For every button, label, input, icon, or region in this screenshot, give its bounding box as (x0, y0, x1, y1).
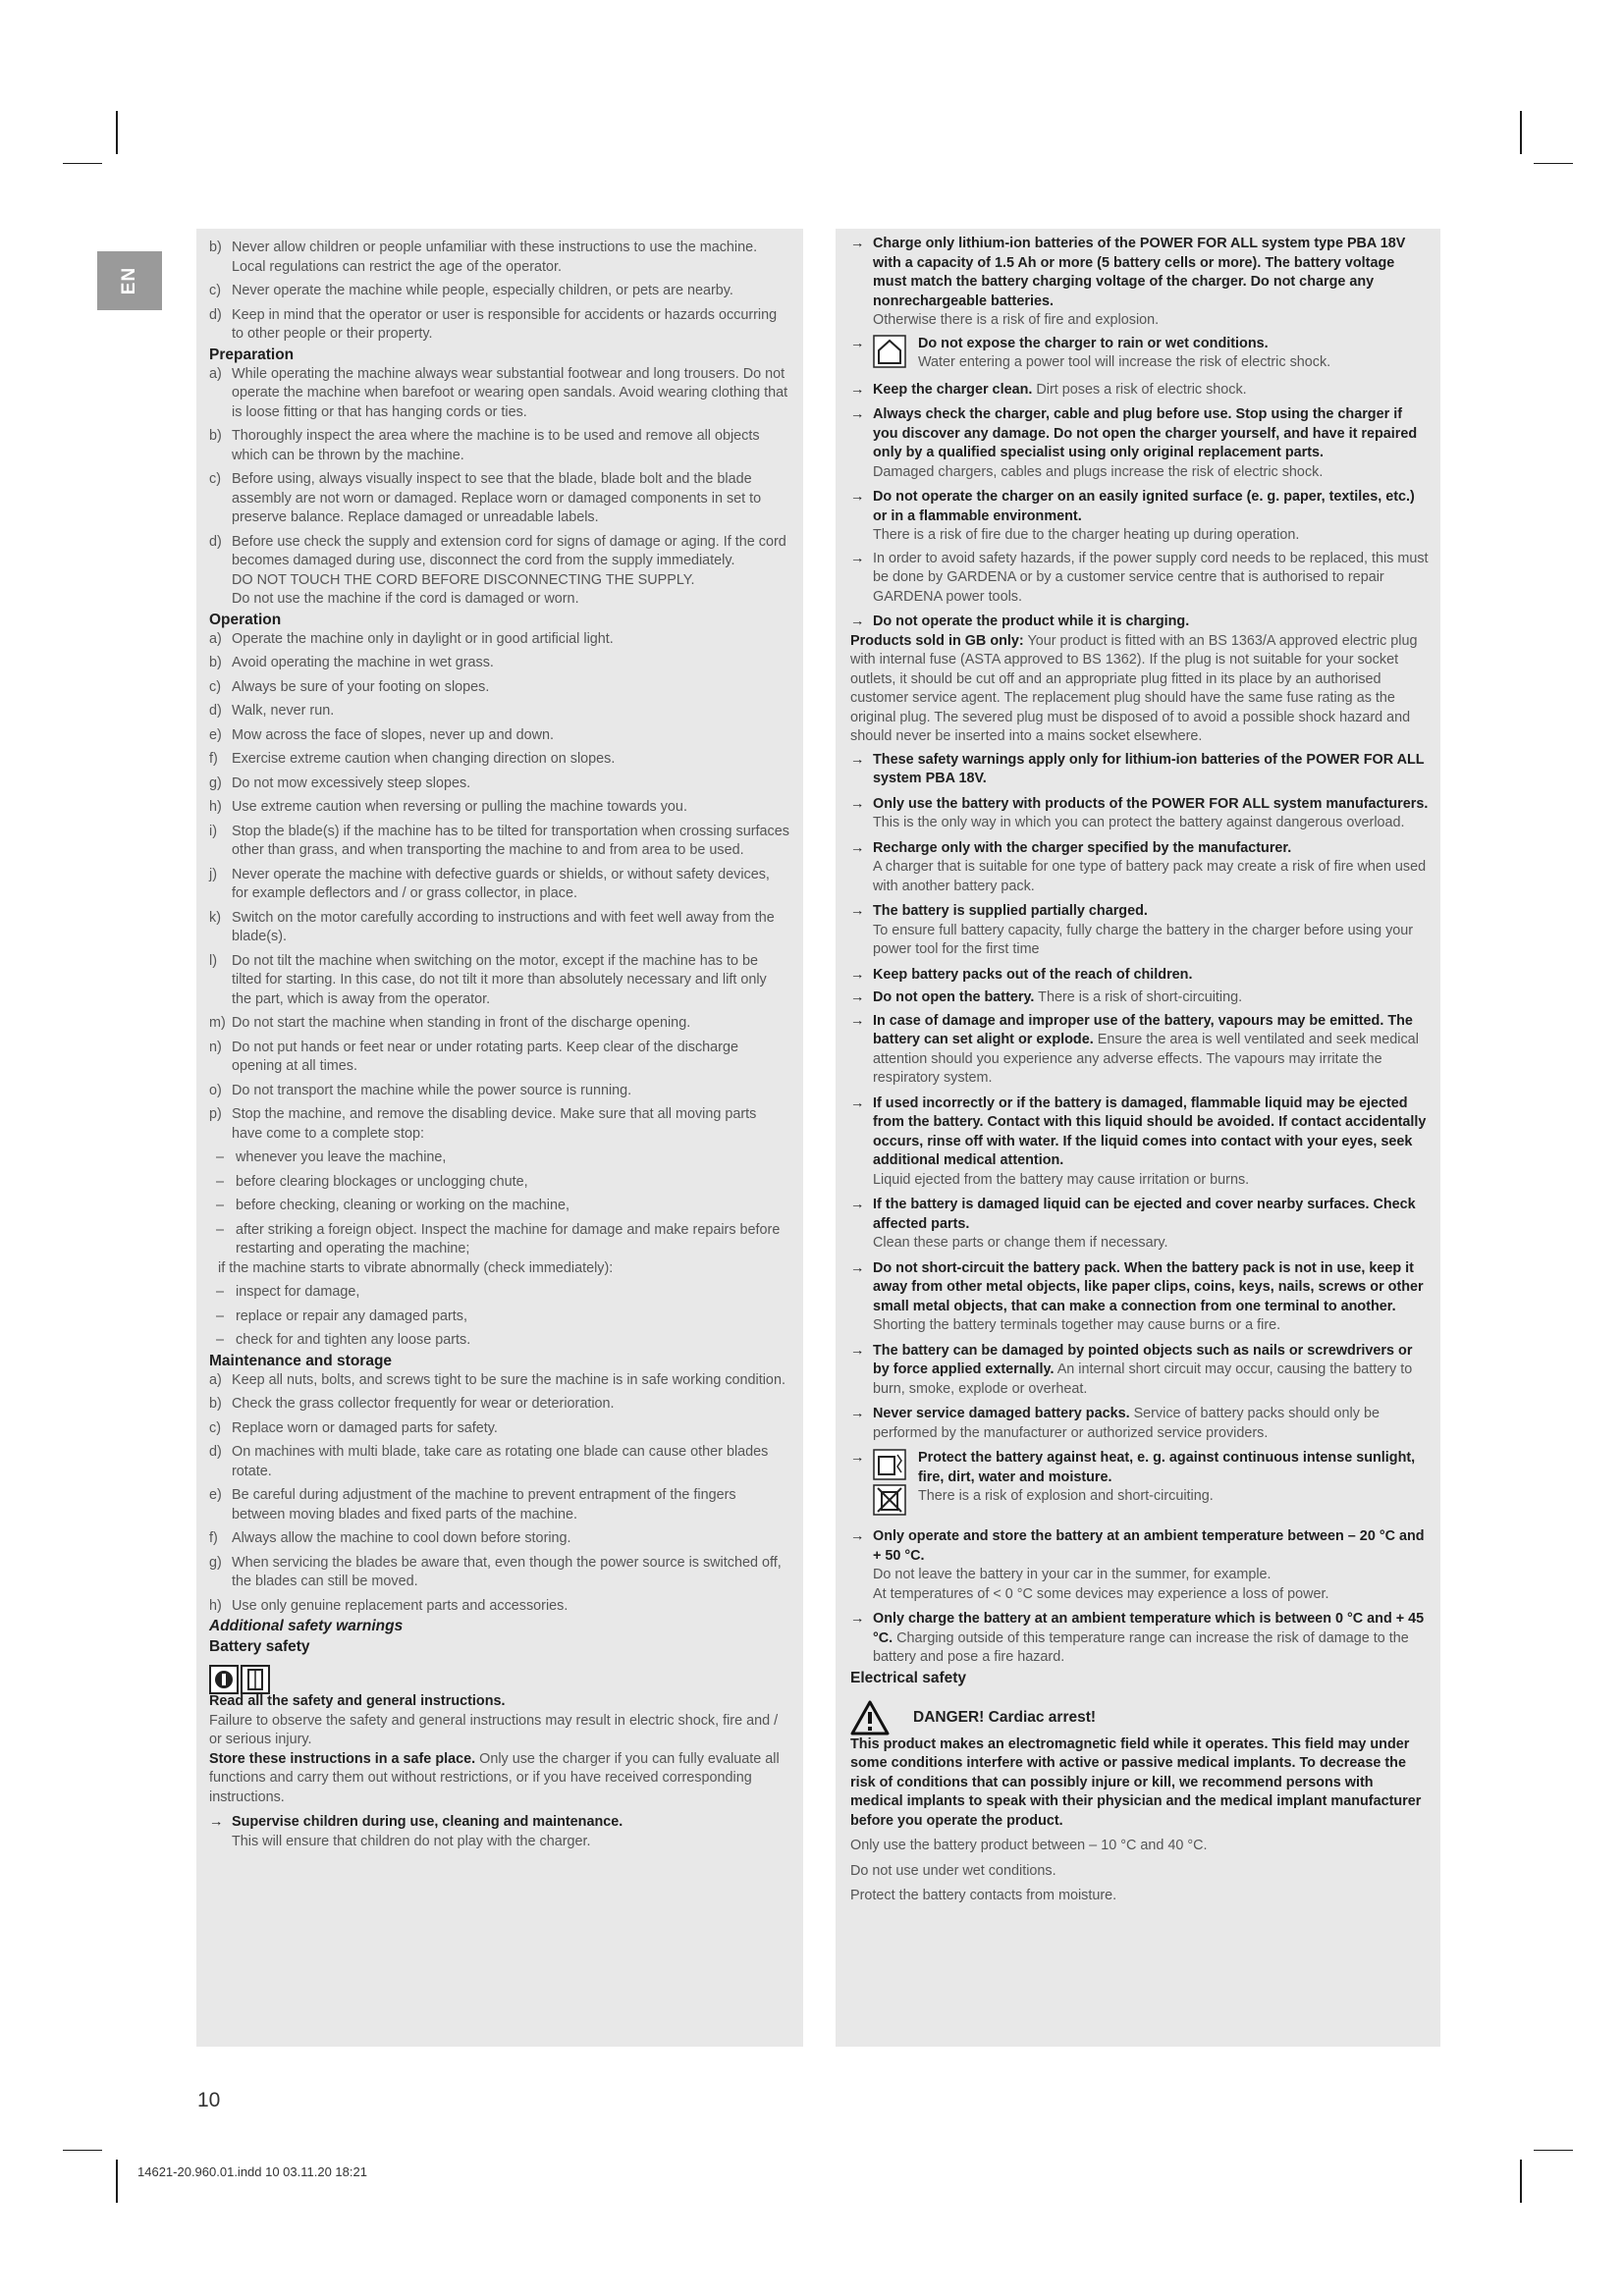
warning-open: → Do not open the battery. There is a risk of short-circuiting. (850, 988, 1429, 1008)
dash-item: – whenever you leave the machine, (216, 1149, 447, 1165)
protect-icons (873, 1449, 906, 1516)
list-item: c) Before using, always visually inspect to see that the blade, blade bolt and the blade assembly are not worn or damaged. Replace worn or damaged components in set to preserve balance. Replace damaged or unreadable labels. (209, 471, 762, 525)
electrical-note: Protect the battery contacts from moisture. (850, 1888, 1117, 1903)
arrow-icon: → (850, 751, 865, 768)
crop-mark (1520, 2160, 1522, 2203)
warning-children: → Keep battery packs out of the reach of children. (850, 966, 1429, 986)
arrow-icon: → (850, 1342, 865, 1359)
print-footer: 14621-20.960.01.indd 10 03.11.20 18:21 (137, 2164, 367, 2179)
list-item: d) Keep in mind that the operator or user is responsible for accidents or hazards occurring to other people or their property. (209, 306, 778, 342)
arrow-icon: → (850, 795, 865, 812)
read-manual-icons (209, 1665, 789, 1692)
crop-mark (63, 2150, 102, 2151)
list-item: a) While operating the machine always wear substantial footwear and long trousers. Do not operate the machine when barefoot or wearing open sandals. Avoid wearing clothing that is loose fitting or that has hanging cords or ties. (209, 365, 788, 420)
electrical-note: Do not use under wet conditions. (850, 1862, 1056, 1879)
dash-item: – check for and tighten any loose parts. (216, 1332, 471, 1348)
section-title-battery: Battery safety (209, 1638, 310, 1655)
arrow-icon: → (850, 1611, 865, 1627)
list-item: f) Exercise extreme caution when changing direction on slopes. (209, 751, 616, 767)
left-column (196, 229, 803, 2047)
section-title-operation: Operation (209, 611, 282, 628)
list-item: n) Do not put hands or feet near or under rotating parts. Keep clear of the discharge opening at all times. (209, 1039, 738, 1074)
list-item: m) Do not start the machine when standing in front of the discharge opening. (209, 1015, 691, 1031)
arrow-icon: → (850, 550, 865, 566)
list-item: b) Check the grass collector frequently for wear or deterioration. (209, 1396, 615, 1412)
warning-ambient-store: → Only operate and store the battery at an ambient temperature between – 20 °C and + 50 °C. Do not leave the battery in your car in the summer, for example. At temperatures of < 0 °C some devices may experience a loss of power. (850, 1527, 1429, 1604)
arrow-icon: → (850, 236, 865, 251)
read-all-text: Failure to observe the safety and general instructions may result in electric shock, fire and / or serious injury. (209, 1712, 779, 1747)
indoor-use-icon (873, 335, 906, 368)
list-item: a) Operate the machine only in daylight or in good artificial light. (209, 630, 614, 647)
manual-book-icon (209, 1665, 239, 1694)
vibrate-dash-list (209, 1283, 789, 1351)
arrow-icon: → (850, 614, 865, 629)
list-item: h) Use only genuine replacement parts and accessories. (209, 1597, 568, 1614)
electrical-note: Only use the battery product between – 10 °C and 40 °C. (850, 1838, 1208, 1853)
crop-mark (116, 111, 118, 154)
arrow-icon: → (209, 1814, 224, 1830)
warning-clean: → Keep the charger clean. Dirt poses a risk of electric shock. (850, 381, 1429, 400)
arrow-icon: → (850, 903, 865, 919)
arrow-icon: → (850, 1406, 865, 1421)
arrow-icon: → (850, 1095, 865, 1111)
dash-item: – before checking, cleaning or working on the machine, (216, 1198, 569, 1213)
cord-note: Do not use the machine if the cord is damaged or worn. (232, 591, 579, 607)
preparation-list (209, 365, 789, 571)
list-item: b) Avoid operating the machine in wet grass. (209, 655, 494, 670)
arrow-icon: → (850, 1012, 865, 1029)
maintenance-list (209, 1371, 789, 1617)
list-item: g) Do not mow excessively steep slopes. (209, 774, 471, 791)
dash-item: – replace or repair any damaged parts, (216, 1308, 467, 1324)
crop-mark (63, 163, 102, 164)
crop-mark (1534, 163, 1573, 164)
warning-surface: → Do not operate the charger on an easily ignited surface (e. g. paper, textiles, etc.) or in a flammable environment. There is a risk of fire due to the charger heating up during operation. (850, 488, 1429, 546)
electrical-notes (850, 1837, 1429, 1906)
warning-liquid: → If used incorrectly or if the battery is damaged, flammable liquid may be ejected from the battery. Contact with this liquid should be avoided. If contact accidentally occurs, rinse off with water. If the liquid comes into contact with your eyes, seek additional medical attention. Liquid ejected from the battery may cause irritation or burns. (850, 1095, 1429, 1191)
warning-supply-cord: → In order to avoid safety hazards, if the power supply cord needs to be replaced, this must be done by GARDENA or by a customer service centre that is authorised to repair GARDENA power tools. (850, 550, 1429, 608)
store-instructions: Store these instructions in a safe place. Only use the charger if you can fully evaluate all functions and carry them out without restrictions, or if you have received corresponding instructions. (209, 1750, 780, 1805)
warning-ejected: → If the battery is damaged liquid can be ejected and cover nearby surfaces. Check affected parts. Clean these parts or change them if necessary. (850, 1196, 1429, 1254)
warning-service: → Never service damaged battery packs. Service of battery packs should only be performed by the manufacturer or authorized service providers. (850, 1405, 1429, 1443)
list-item: p) Stop the machine, and remove the disabling device. Make sure that all moving parts have come to a complete stop: (209, 1106, 757, 1142)
gb-products: Products sold in GB only: Your product is fitted with an BS 1363/A approved electric plug with internal fuse (ASTA approved to BS 1362). If the plug is not suitable for your socket outlets, it should be cut off and an appropriate plug fitted in its place by an authorised customer service agent. The replacement plug should have the same fuse rating as the original plug. The severed plug must be disposed of to avoid a possible shock hazard and should never be inserted into a mains socket elsewhere. (850, 632, 1418, 744)
warning-check: → Always check the charger, cable and plug before use. Stop using the charger if you discover any damage. Do not open the charger yourself, and have it repaired only by a qualified specialist using only original replacement parts. Damaged chargers, cables and plugs increase the risk of electric shock. (850, 405, 1429, 482)
caps-warning: DO NOT TOUCH THE CORD BEFORE DISCONNECTING THE SUPPLY. (232, 571, 695, 588)
warning-partial: → The battery is supplied partially charged. To ensure full battery capacity, fully charge the battery in the charger before using your power tool for the first time (850, 902, 1429, 960)
list-item: c) Never operate the machine while people, especially children, or pets are nearby. (209, 283, 733, 298)
list-item: i) Stop the blade(s) if the machine has to be tilted for transportation when crossing surfaces other than grass, and when transporting the machine to and from area to be used. (209, 823, 789, 858)
crop-mark (1534, 2150, 1573, 2151)
arrow-icon: → (850, 489, 865, 505)
section-title-additional: Additional safety warnings (209, 1618, 404, 1634)
arrow-icon: → (850, 989, 865, 1005)
arrow-icon: → (850, 1197, 865, 1212)
list-item: g) When servicing the blades be aware that, even though the power source is switched off, the blades can still be moved. (209, 1554, 782, 1589)
section-title-maintenance: Maintenance and storage (209, 1352, 393, 1369)
intro-list (209, 239, 789, 345)
arrow-icon: → (850, 1259, 865, 1276)
list-item: d) Walk, never run. (209, 703, 335, 719)
warning-charge-only: → Charge only lithium-ion batteries of the POWER FOR ALL system type PBA 18V with a capacity of 1.5 Ah or more (5 battery cells or more). The battery voltage must match the battery charging voltage of the charger. Do not charge any nonrechargeable batteries. Otherwise there is a risk of fire and explosion. (850, 235, 1429, 331)
language-tab: EN (97, 251, 162, 310)
list-item: a) Keep all nuts, bolts, and screws tight to be sure the machine is in safe working condition. (209, 1371, 785, 1388)
section-title-preparation: Preparation (209, 346, 295, 363)
crop-mark (1520, 111, 1522, 154)
list-item: d) On machines with multi blade, take care as rotating one blade can cause other blades rotate. (209, 1444, 769, 1479)
list-item: b) Never allow children or people unfamiliar with these instructions to use the machine. Local regulations can restrict the age of the operator. (209, 240, 758, 275)
section-title-electrical: Electrical safety (850, 1669, 967, 1686)
supervise-warning: → Supervise children during use, cleaning and maintenance. This will ensure that children do not play with the charger. (209, 1813, 789, 1851)
arrow-icon: → (850, 966, 865, 983)
read-all-heading: Read all the safety and general instructions. (209, 1693, 506, 1709)
vibrate-note: if the machine starts to vibrate abnormally (check immediately): (218, 1259, 614, 1276)
list-item: e) Mow across the face of slopes, never up and down. (209, 726, 554, 743)
page-number: 10 (197, 2089, 221, 2111)
crop-mark (116, 2160, 118, 2203)
warning-pointed: → The battery can be damaged by pointed objects such as nails or screwdrivers or by force applied externally. An internal short circuit may occur, causing the battery to burn, smoke, explode or overheat. (850, 1342, 1429, 1400)
list-item: c) Replace worn or damaged parts for safety. (209, 1419, 498, 1436)
info-page-icon (241, 1665, 270, 1694)
list-item: f) Always allow the machine to cool down before storing. (209, 1530, 571, 1546)
warning-rain: → Do not expose the charger to rain or wet conditions. Water entering a power tool will increase the risk of electric shock. (850, 335, 1429, 373)
list-item: c) Always be sure of your footing on slopes. (209, 678, 490, 695)
no-disposal-icon (873, 1484, 906, 1516)
danger-heading: DANGER! Cardiac arrest! (850, 1700, 1429, 1735)
battery-heat-icon (873, 1449, 906, 1480)
operation-dash-list (209, 1148, 789, 1259)
warning-short-circuit: → Do not short-circuit the battery pack. When the battery pack is not in use, keep it away from other metal objects, like paper clips, coins, keys, nails, screws or other small metal objects, that can make a connection from one terminal to another. Shorting the battery terminals together may cause burns or a fire. (850, 1259, 1429, 1336)
arrow-icon: → (850, 839, 865, 856)
arrow-icon: → (850, 381, 865, 398)
warning-charging: → Do not operate the product while it is charging. (850, 613, 1429, 632)
warning-apply: → These safety warnings apply only for lithium-ion batteries of the POWER FOR ALL system PBA 18V. (850, 751, 1429, 789)
list-item: h) Use extreme caution when reversing or pulling the machine towards you. (209, 799, 687, 815)
operation-list (209, 630, 789, 1145)
dash-item: – before clearing blockages or unclogging chute, (216, 1173, 528, 1190)
dash-item: – inspect for damage, (216, 1284, 360, 1300)
list-item: o) Do not transport the machine while the power source is running. (209, 1082, 632, 1098)
arrow-icon: → (850, 1528, 865, 1544)
list-item: e) Be careful during adjustment of the machine to prevent entrapment of the fingers between moving blades and fixed parts of the machine. (209, 1487, 736, 1522)
list-item: j) Never operate the machine with defective guards or shields, or without safety devices, for example deflectors and / or grass collector, in place. (209, 866, 770, 901)
warning-recharge: → Recharge only with the charger specified by the manufacturer. A charger that is suitable for one type of battery pack may create a risk of fire when used with another battery pack. (850, 839, 1429, 897)
list-item: d) Before use check the supply and extension cord for signs of damage or aging. If the cord becomes damaged during use, disconnect the cord from the supply immediately. (209, 533, 786, 568)
arrow-icon: → (850, 1450, 865, 1466)
danger-text: This product makes an electromagnetic field while it operates. This field may under some conditions interfere with active or passive medical implants. To decrease the risk of conditions that can possibly injure or kill, we recommend persons with medical implants to speak with their physician and the medical implant manufacturer before you operate the product. (850, 1735, 1422, 1829)
dash-item: – after striking a foreign object. Inspect the machine for damage and make repairs before restarting and operating the machine; (216, 1221, 781, 1256)
list-item: k) Switch on the motor carefully according to instructions and with feet well away from the blade(s). (209, 909, 775, 944)
warning-ambient-charge: → Only charge the battery at an ambient temperature which is between 0 °C and + 45 °C. Charging outside of this temperature range can increase the risk of damage to the battery and pose a fire hazard. (850, 1610, 1429, 1668)
arrow-icon: → (850, 406, 865, 422)
warning-protect: → Protect the battery against heat, e. g. against continuous intense sunlight, fire, dirt, water and moisture. There is a risk of explosion and short-circuiting. (850, 1449, 1429, 1516)
list-item: b) Thoroughly inspect the area where the machine is to be used and remove all objects which can be thrown by the machine. (209, 428, 760, 463)
right-column (836, 229, 1440, 2047)
arrow-icon: → (850, 335, 865, 351)
list-item: l) Do not tilt the machine when switching on the motor, except if the machine has to be tilted for starting. In this case, do not tilt it more than absolutely necessary and lift only the part, which is away from the operator. (209, 952, 767, 1007)
warning-vapours: → In case of damage and improper use of the battery, vapours may be emitted. The battery can set alight or explode. Ensure the area is well ventilated and seek medical attention should you experience any adverse effects. The vapours may irritate the respiratory system. (850, 1012, 1429, 1089)
read-all-block (209, 1665, 789, 1750)
warning-triangle-icon (850, 1700, 890, 1735)
warning-only-use: → Only use the battery with products of the POWER FOR ALL system manufacturers. This is the only way in which you can protect the battery against dangerous overload. (850, 795, 1429, 833)
